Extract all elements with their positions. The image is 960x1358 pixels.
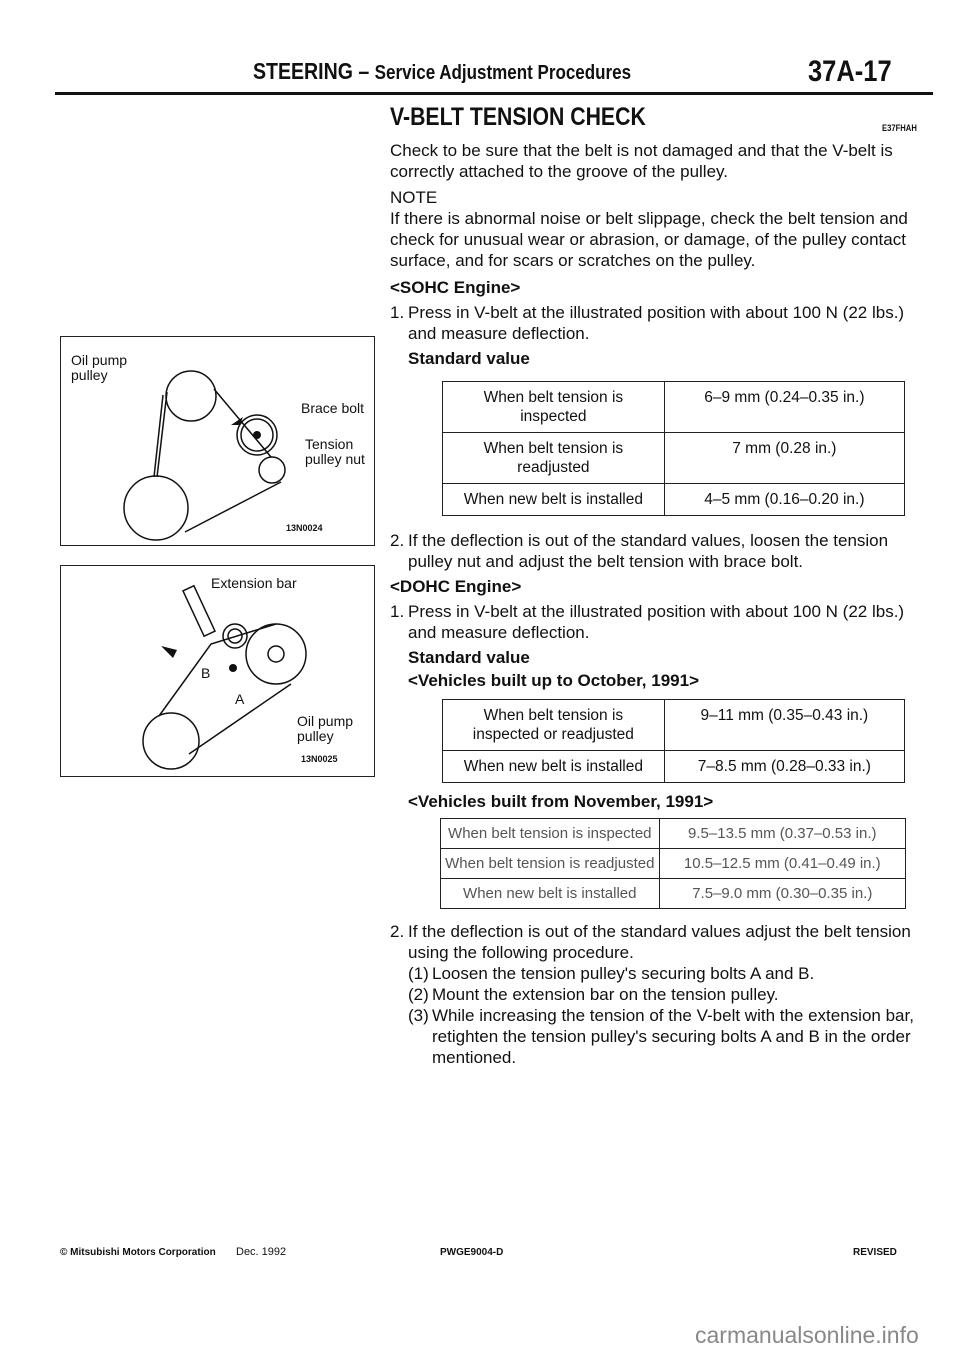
- substep-text: Loosen the tension pulley's securing bolts A and B.: [432, 964, 815, 983]
- dohc-subheading-2: <Vehicles built from November, 1991>: [408, 792, 714, 811]
- table-cell: When new belt is installed: [441, 879, 660, 909]
- label-bolt-a: A: [235, 691, 245, 707]
- footer-date: Dec. 1992: [236, 1246, 287, 1258]
- label-extension-bar: Extension bar: [211, 575, 297, 591]
- page-title: V-BELT TENSION CHECK: [390, 103, 646, 131]
- substep: [408, 984, 935, 1005]
- label-oil-pump-pulley: Oil pump pulley: [71, 352, 128, 383]
- table-cell: 9.5–13.5 mm (0.37–0.53 in.): [659, 819, 905, 849]
- table-row: [443, 700, 905, 751]
- title-code: E37FHAH: [882, 123, 917, 133]
- table-row: [441, 819, 906, 849]
- dohc-step-2: [390, 921, 935, 963]
- table-cell: 4–5 mm (0.16–0.20 in.): [664, 484, 904, 516]
- table-row: [441, 879, 906, 909]
- figure-code: 13N0024: [286, 523, 323, 533]
- footer-doc-code: PWGE9004-D: [440, 1247, 504, 1258]
- figure-sohc-belt: [60, 336, 375, 546]
- table-cell: When new belt is installed: [443, 751, 665, 783]
- table-cell: 10.5–12.5 mm (0.41–0.49 in.): [659, 849, 905, 879]
- running-header: [253, 58, 631, 85]
- substep-text: While increasing the tension of the V-belt with the extension bar, retighten the tension pulley's securing bolts A and B in the order mentioned.: [432, 1006, 914, 1067]
- label-brace-bolt: Brace bolt: [301, 400, 365, 416]
- table-cell: 7.5–9.0 mm (0.30–0.35 in.): [659, 879, 905, 909]
- standard-value-label: Standard value: [408, 349, 530, 368]
- table-cell: When belt tension is inspected: [443, 382, 665, 433]
- table-row: [443, 382, 905, 433]
- table-row: [443, 751, 905, 783]
- step-text: Press in V-belt at the illustrated position with about 100 N (22 lbs.) and measure deflection.: [408, 602, 905, 642]
- section-name: STEERING: [253, 58, 353, 84]
- table-cell: 9–11 mm (0.35–0.43 in.): [664, 700, 904, 751]
- step-text: If the deflection is out of the standard values adjust the belt tension using the following procedure.: [408, 922, 911, 962]
- label-tension-pulley-nut: Tension pulley nut: [305, 436, 365, 467]
- step-number: 2.: [390, 922, 405, 941]
- table-cell: When belt tension is readjusted: [443, 433, 665, 484]
- label-bolt-b: B: [201, 665, 211, 681]
- table-cell: 7 mm (0.28 in.): [664, 433, 904, 484]
- figure-code: 13N0025: [301, 754, 338, 764]
- table-cell: When belt tension is readjusted: [441, 849, 660, 879]
- standard-value-label: Standard value: [408, 648, 530, 667]
- intro-text: Check to be sure that the belt is not damaged and that the V-belt is correctly attached to the groove of the pulley.: [390, 141, 893, 181]
- substep: [408, 963, 935, 984]
- figure-dohc-belt: [60, 565, 375, 777]
- sohc-step-1: [390, 302, 935, 344]
- dohc-table-1: [442, 699, 905, 783]
- table-row: [441, 849, 906, 879]
- sohc-standard-table: [442, 381, 905, 516]
- note-label: NOTE: [390, 188, 438, 207]
- separator: –: [358, 58, 370, 84]
- substep: [408, 1005, 935, 1068]
- belt-diagram-2: [61, 566, 374, 776]
- step-number: 1.: [390, 303, 405, 322]
- sohc-step-2: [390, 530, 935, 572]
- table-row: [443, 484, 905, 516]
- note-text: If there is abnormal noise or belt slippage, check the belt tension and check for unusual wear or abrasion, or damage, of the pulley contact surface, and for scars or scratches on the pulley.: [390, 209, 908, 270]
- step-text: Press in V-belt at the illustrated position with about 100 N (22 lbs.) and measure deflection.: [408, 303, 905, 343]
- dohc-table-2: [440, 818, 906, 909]
- table-cell: 7–8.5 mm (0.28–0.33 in.): [664, 751, 904, 783]
- footer-status: REVISED: [853, 1247, 897, 1258]
- step-number: 2.: [390, 531, 405, 550]
- label-oil-pump-pulley: Oil pump pulley: [297, 713, 354, 744]
- table-row: [443, 433, 905, 484]
- watermark: carmanualsonline.info: [695, 1322, 919, 1348]
- substep-number: (1): [408, 964, 429, 983]
- substep-number: (2): [408, 985, 429, 1004]
- dohc-subheading-1: <Vehicles built up to October, 1991>: [408, 671, 699, 690]
- substep-number: (3): [408, 1006, 429, 1025]
- table-cell: When belt tension is inspected or readjusted: [443, 700, 665, 751]
- step-text: If the deflection is out of the standard values, loosen the tension pulley nut and adjust the belt tension with brace bolt.: [408, 531, 889, 571]
- sohc-heading: <SOHC Engine>: [390, 278, 521, 297]
- dohc-step-1: [390, 601, 935, 643]
- main-column: [390, 140, 935, 1068]
- footer-copyright: © Mitsubishi Motors Corporation: [60, 1247, 216, 1258]
- substep-text: Mount the extension bar on the tension pulley.: [432, 985, 779, 1004]
- dohc-heading: <DOHC Engine>: [390, 577, 522, 596]
- section-subtitle: Service Adjustment Procedures: [374, 62, 632, 84]
- step-number: 1.: [390, 602, 405, 621]
- table-cell: When belt tension is inspected: [441, 819, 660, 849]
- table-cell: When new belt is installed: [443, 484, 665, 516]
- header-rule: [55, 92, 933, 95]
- page-number: 37A-17: [808, 55, 892, 88]
- table-cell: 6–9 mm (0.24–0.35 in.): [664, 382, 904, 433]
